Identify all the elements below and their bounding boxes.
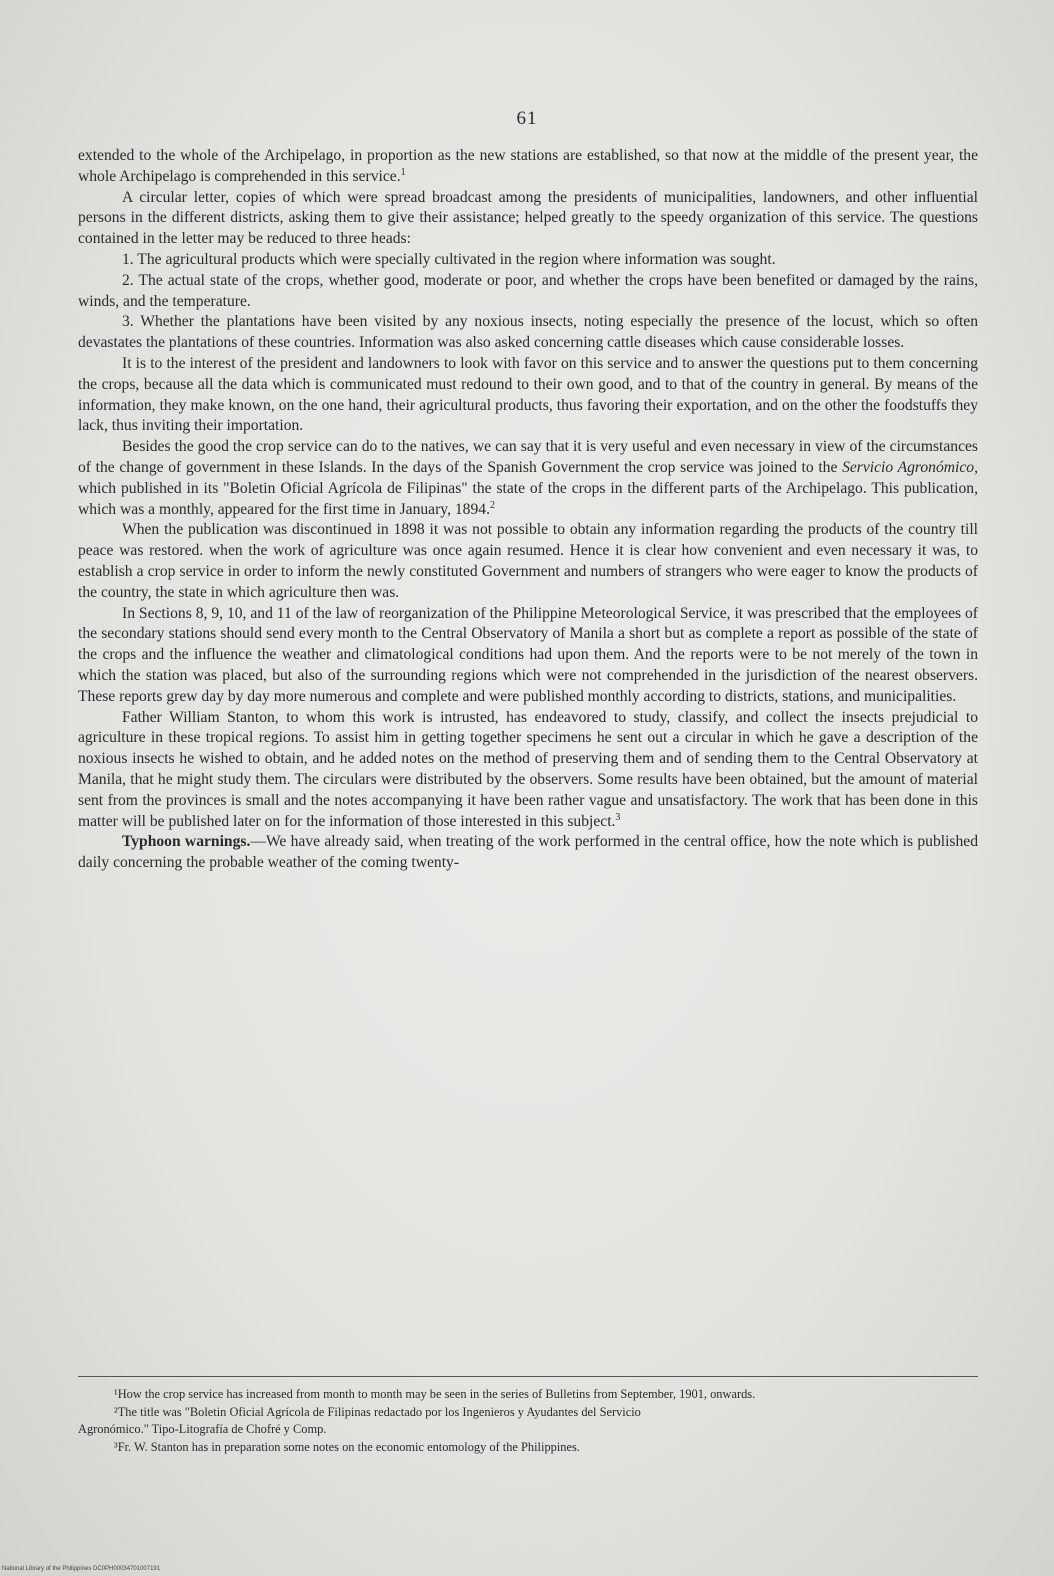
paragraph	[78, 708, 978, 833]
paragraph: When the publication was discontinued in 1898 it was not possible to obtain any information regarding the products of the country till peace was restored. when the work of agriculture was once again resumed. Hence it is clear how convenient and even necessary it was, to establish a crop service in order to inform the newly constituted Government and numbers of strangers who were eager to know the products of the country, the state in which agriculture then was.	[78, 521, 978, 601]
paragraph-text: extended to the whole of the Archipelago, in proportion as the new stations are established, so that now at the middle of the present year, the whole Archipelago is comprehended in this service.	[78, 147, 978, 185]
archive-footer: National Library of the Philippines DC0PH00034701007191	[2, 1566, 161, 1572]
paragraph-text: Father William Stanton, to whom this work is intrusted, has endeavored to study, classify, and collect the insects prejudicial to agriculture in these tropical regions. To assist him in getting together specimens he sent out a circular in which he gave a description of the noxious insects he wished to obtain, and he added notes on the method of preserving them and of sending them to the Central Observatory at Manila, that he might study them. The circulars were distributed by the observers. Some results have been obtained, but the amount of material sent from the provinces is small and the notes accompanying it have been rather vague and unsatisfactory. The work that has been done in this matter will be published later on for the information of those interested in this subject.	[78, 708, 978, 830]
paragraph	[78, 437, 978, 520]
body-text	[78, 146, 978, 874]
paragraph: A circular letter, copies of which were spread broadcast among the presidents of municipalities, landowners, and other influential persons in the different districts, asking them to give their assistance; helped greatly to the speedy organization of this service. The questions contained in the letter may be reduced to three heads:	[78, 188, 978, 248]
paragraph-text: which published in its "Boletin Oficial Agrícola de Filipinas" the state of the crops in the different parts of the Archipelago. This publication, which was a monthly, appeared for the first time in January, 1894.	[78, 479, 978, 518]
footnote: ¹How the crop service has increased from month to month may be seen in the series of Bulletins from September, 1901, onwards.	[114, 1387, 756, 1401]
paragraph: 3. Whether the plantations have been visited by any noxious insects, noting especially the presence of the locust, which so often devastates the plantations of these countries. Information was also asked concerning cattle diseases which cause considerable losses.	[78, 313, 978, 352]
paragraph: In Sections 8, 9, 10, and 11 of the law of reorganization of the Philippine Meteorological Service, it was prescribed that the employees of the secondary stations should send every month to the Central Observatory of Manila a short but as complete a report as possible of the state of the crops and the influence the weather and climatological conditions had upon them. And the reports were to be not merely of the town in which the station was placed, but also of the surrounding regions which were not comprehended in the jurisdiction of the nearest observers. These reports grew day by day more numerous and complete and were published monthly according to districts, stations, and municipalities.	[78, 604, 978, 705]
footnotes	[78, 1386, 978, 1456]
footnote: ³Fr. W. Stanton has in preparation some notes on the economic entomology of the Philippines.	[114, 1439, 580, 1454]
paragraph: 1. The agricultural products which were specially cultivated in the region where information was sought.	[122, 250, 776, 268]
page-number: 61	[516, 108, 538, 129]
italic-term: Servicio Agronómico,	[842, 458, 978, 476]
paragraph: 2. The actual state of the crops, whether good, moderate or poor, and whether the crops have been benefited or damaged by the rains, winds, and the temperature.	[78, 271, 978, 310]
paragraph-text: —We have already said, when treating of the work performed in the central office, how the note which is published daily concerning the probable weather of the coming twenty-	[78, 833, 978, 872]
paragraph-text: Besides the good the crop service can do to the natives, we can say that it is very useful and even necessary in view of the circumstances of the change of government in these Islands. In the days of the Spanish Government the crop service was joined to the	[78, 438, 978, 476]
footnote-marker: 2	[489, 499, 495, 511]
footnote-divider	[78, 1376, 978, 1377]
footnote-marker: 1	[400, 166, 406, 178]
footnote-continuation: Agronómico." Tipo-Litografía de Chofré y Comp.	[78, 1422, 327, 1436]
section-heading: Typhoon warnings.	[122, 833, 251, 851]
paragraph	[78, 146, 978, 188]
paragraph: It is to the interest of the president and landowners to look with favor on this service and to answer the questions put to them concerning the crops, because all the data which is communicated must redound to their own good, and to that of the country in general. By means of the information, they make known, on the one hand, their agricultural products, thus favoring their exportation, and on the other the foodstuffs they lack, thus inviting their importation.	[78, 354, 978, 435]
footnote-marker: 3	[615, 811, 621, 823]
paragraph	[78, 832, 978, 874]
footnote: ²The title was "Boletin Oficial Agrícola de Filipinas redactado por los Ingenieros y Ayudantes del Servicio	[114, 1404, 641, 1419]
